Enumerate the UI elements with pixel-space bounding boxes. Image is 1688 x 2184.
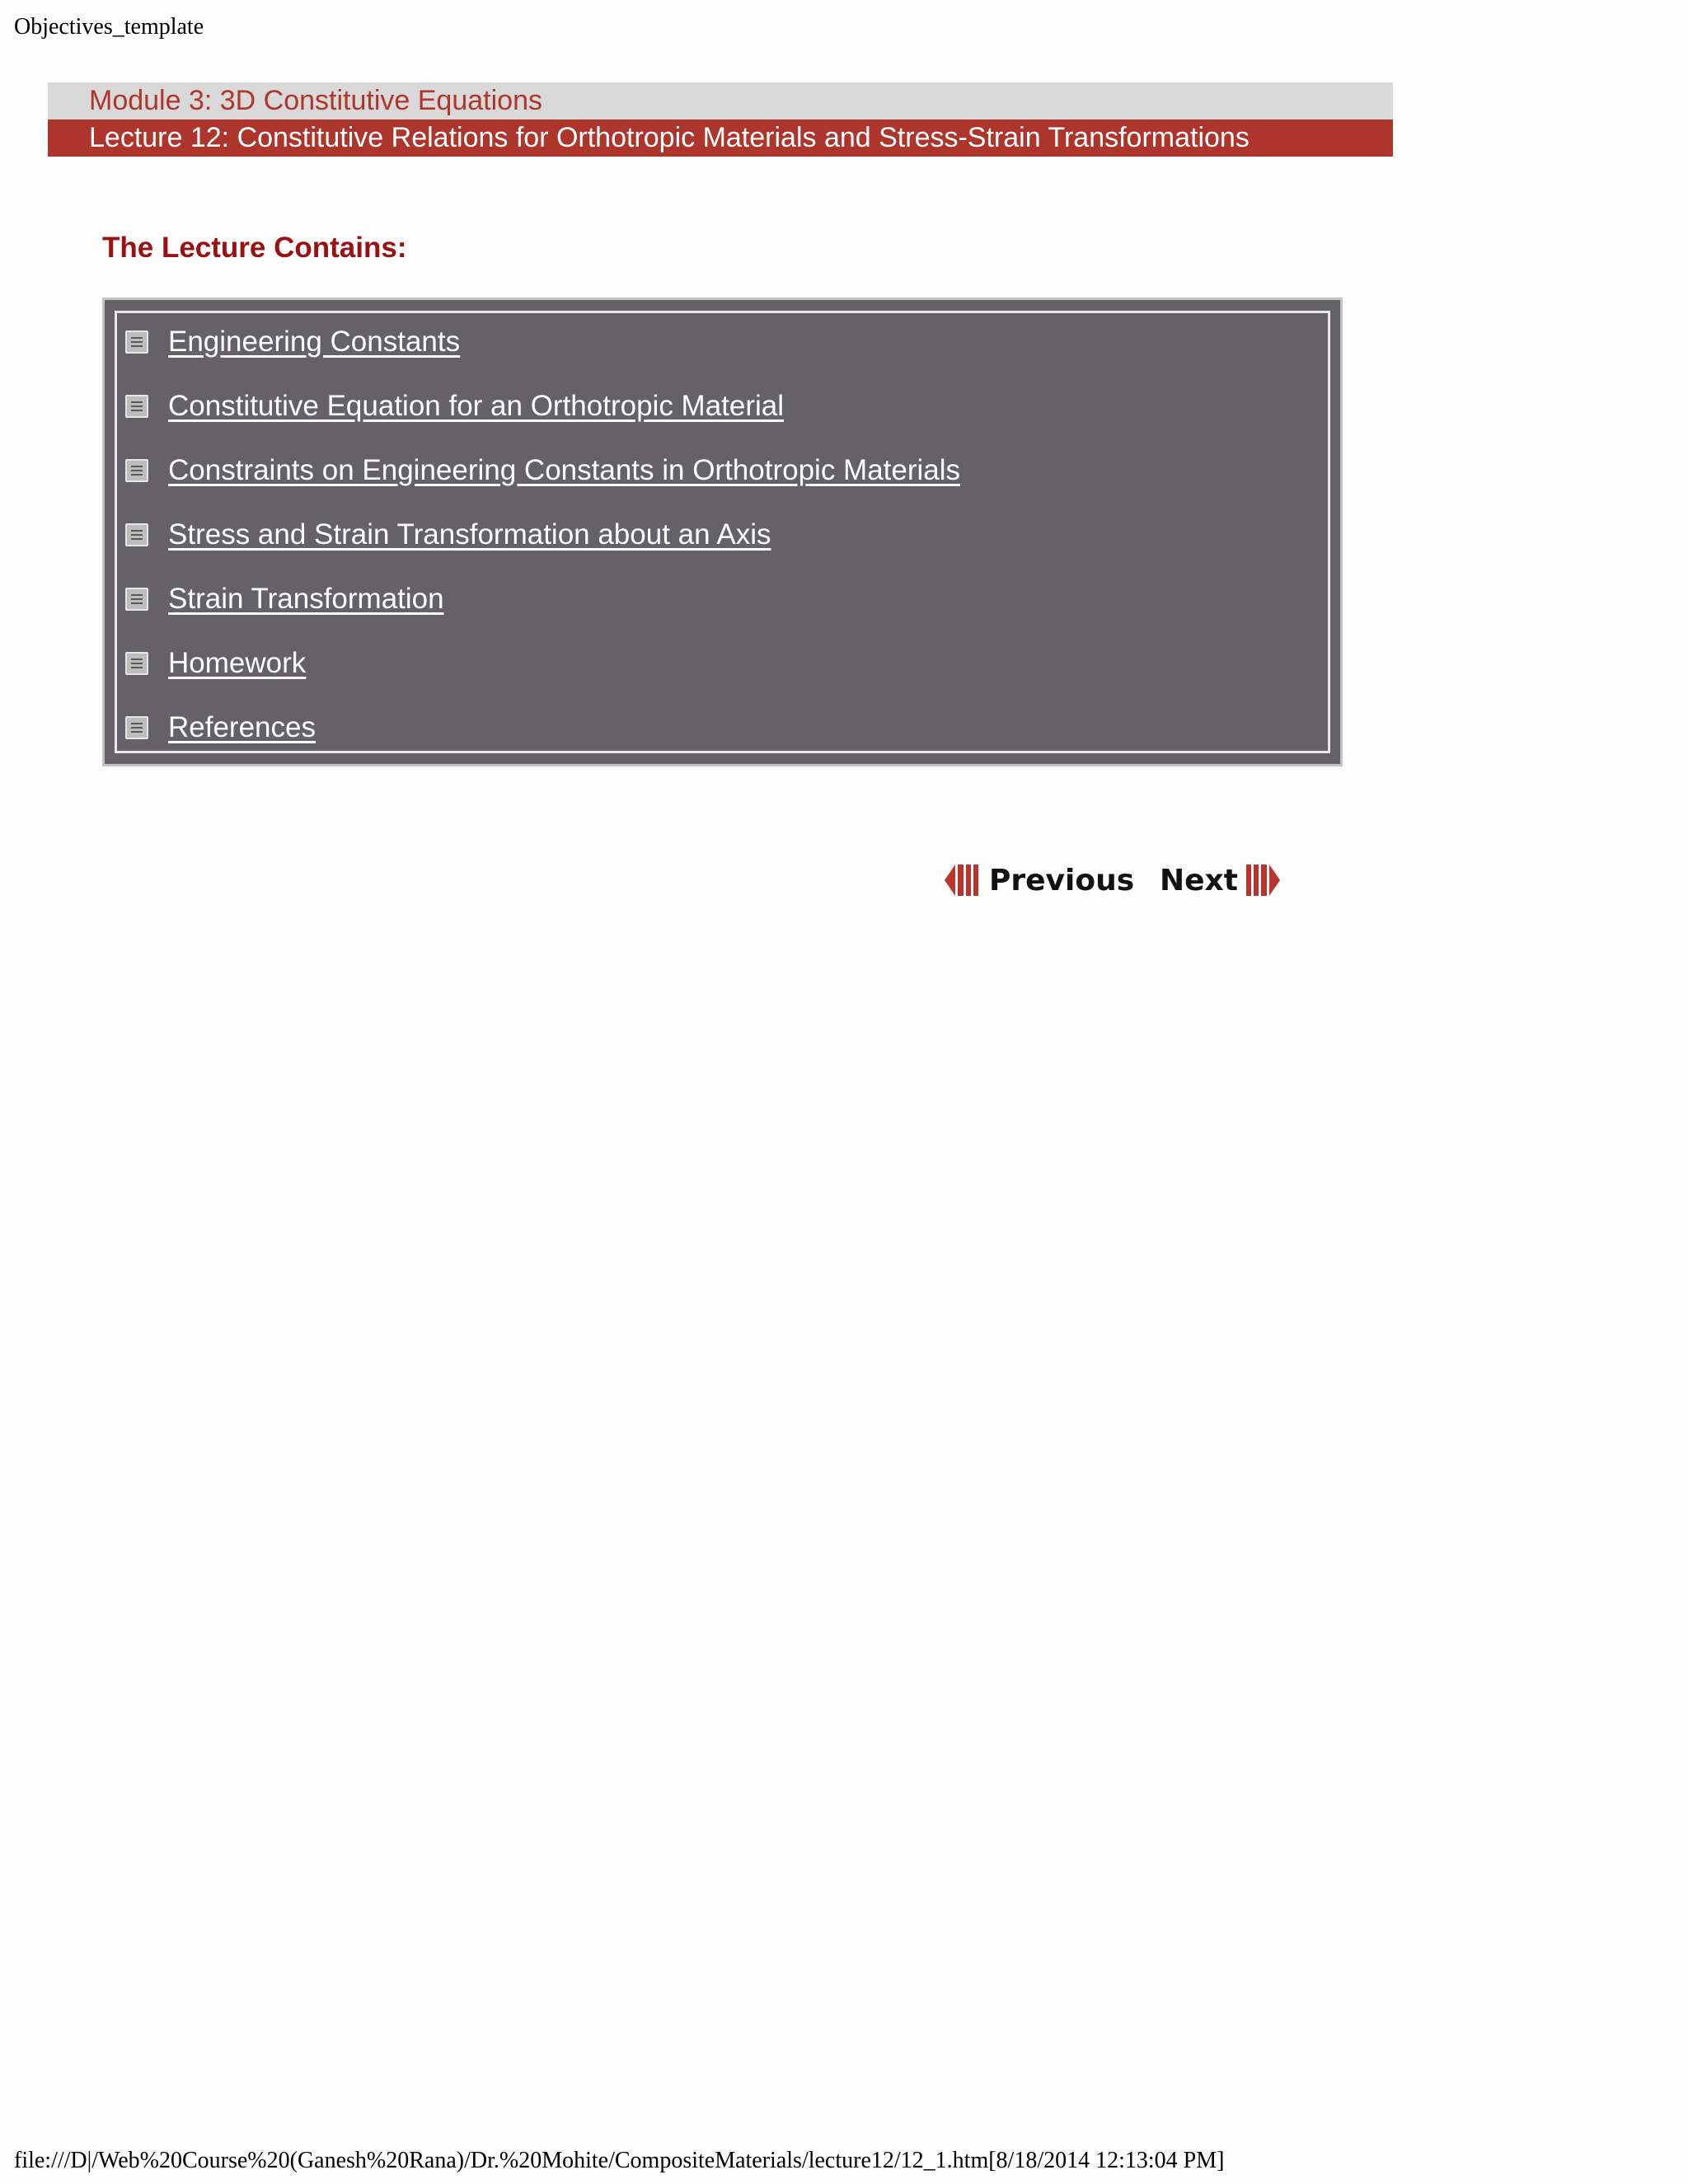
arrow-right-icon <box>1246 862 1284 898</box>
page-header-title: Objectives_template <box>14 14 204 40</box>
next-button[interactable] <box>1160 860 1284 901</box>
module-banner <box>48 82 1393 120</box>
lecture-topics-list <box>115 311 1330 753</box>
lecture-topics-panel <box>102 298 1343 766</box>
topic-link-homework[interactable] <box>125 643 306 684</box>
contents-heading: The Lecture Contains: <box>102 232 407 264</box>
topic-label: Constraints on Engineering Constants in Orthotropic Materials <box>168 454 961 486</box>
document-list-icon <box>125 652 148 675</box>
topic-label: Engineering Constants <box>168 326 461 358</box>
topic-link-stress-strain-transformation[interactable] <box>125 514 771 555</box>
topic-label: Strain Transformation <box>168 583 444 615</box>
document-list-icon <box>125 716 148 739</box>
previous-button[interactable] <box>945 860 1134 901</box>
topic-link-constitutive-equation[interactable] <box>125 386 784 427</box>
topic-label: Constitutive Equation for an Orthotropic Material <box>168 390 785 422</box>
document-list-icon <box>125 395 148 418</box>
lecture-banner <box>48 120 1393 157</box>
next-label: Next <box>1160 863 1238 898</box>
arrow-left-icon <box>945 862 982 898</box>
module-title: Module 3: 3D Constitutive Equations <box>89 85 542 116</box>
topic-link-references[interactable] <box>125 707 316 748</box>
topic-label: Stress and Strain Transformation about an Axis <box>168 518 771 551</box>
previous-label: Previous <box>989 863 1135 898</box>
document-list-icon <box>125 330 148 354</box>
document-list-icon <box>125 459 148 482</box>
topic-label: References <box>168 711 316 743</box>
topic-link-constraints[interactable] <box>125 450 960 491</box>
document-list-icon <box>125 588 148 611</box>
page-footer-path: file:///D|/Web%20Course%20(Ganesh%20Rana)/Dr.%20Mohite/CompositeMaterials/lecture12/12_1.htm[8/18/2014 12:13:04 PM] <box>14 2148 1225 2173</box>
lecture-title: Lecture 12: Constitutive Relations for Orthotropic Materials and Stress-Strain Transformations <box>89 122 1250 153</box>
topic-link-strain-transformation[interactable] <box>125 579 444 620</box>
topic-link-engineering-constants[interactable] <box>125 321 460 363</box>
document-list-icon <box>125 523 148 546</box>
topic-label: Homework <box>168 647 307 679</box>
